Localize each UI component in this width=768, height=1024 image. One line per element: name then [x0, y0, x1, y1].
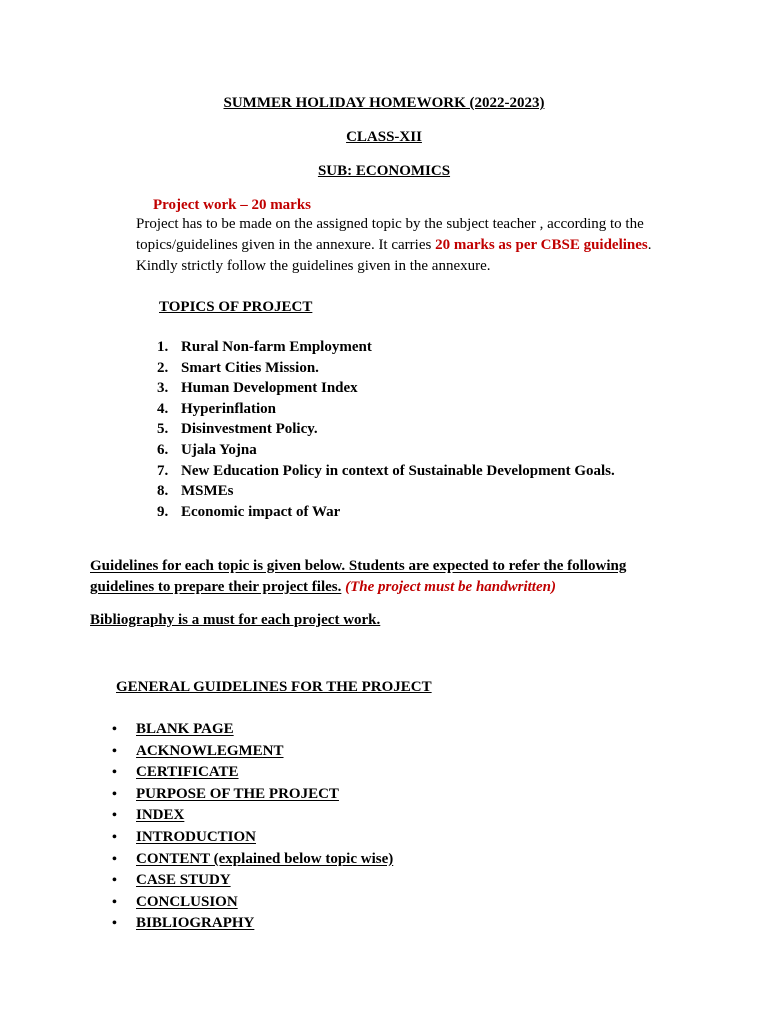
bibliography-note: Bibliography is a must for each project work. — [90, 612, 381, 628]
handwritten-note: (The project must be handwritten) — [345, 579, 556, 595]
bullet-icon: • — [112, 786, 117, 802]
topic-text: Ujala Yojna — [181, 441, 257, 458]
guideline-label: ACKNOWLEGMENT — [136, 742, 284, 759]
topic-item — [157, 399, 615, 420]
topic-item — [157, 358, 615, 379]
topic-item — [157, 419, 615, 440]
topic-number: 4. — [157, 400, 169, 417]
guidelines-intro — [90, 556, 626, 598]
guideline-item — [112, 870, 393, 892]
topic-number: 7. — [157, 462, 169, 479]
topic-item — [157, 502, 615, 523]
project-intro-text — [136, 214, 696, 256]
topic-item — [157, 440, 615, 461]
guideline-item — [112, 762, 393, 784]
bullet-icon: • — [112, 894, 117, 910]
guidelines-text-1: Guidelines for each topic is given below. Students are expected to refer the following — [90, 558, 627, 574]
topic-number: 3. — [157, 380, 169, 397]
general-guidelines-list — [112, 719, 393, 935]
bullet-icon: • — [112, 851, 117, 867]
topic-text: Hyperinflation — [181, 400, 277, 417]
guidelines-line-1 — [90, 556, 626, 577]
guideline-item — [112, 805, 393, 827]
guideline-label: CONTENT (explained below topic wise) — [136, 850, 394, 867]
topic-item — [157, 461, 615, 482]
subject-heading: SUB: ECONOMICS — [317, 163, 451, 179]
guidelines-line-2 — [90, 577, 626, 598]
intro-text-part2: . — [647, 237, 652, 253]
guideline-label: BLANK PAGE — [136, 721, 234, 737]
guideline-label: PURPOSE OF THE PROJECT — [136, 785, 339, 802]
topic-item — [157, 378, 615, 399]
topics-heading: TOPICS OF PROJECT — [159, 299, 313, 315]
topic-item — [157, 481, 615, 502]
guideline-label: BIBLIOGRAPHY — [136, 915, 255, 932]
guideline-item — [112, 719, 393, 741]
topic-number: 1. — [157, 339, 169, 355]
intro-highlight: 20 marks as per CBSE guidelines — [435, 237, 648, 253]
topic-number: 2. — [157, 359, 169, 376]
bullet-icon: • — [112, 743, 117, 759]
guideline-label: INTRODUCTION — [136, 828, 257, 845]
guideline-item — [112, 741, 393, 763]
guideline-label: CERTIFICATE — [136, 764, 239, 781]
guidelines-text-2: guidelines to prepare their project files. — [90, 579, 342, 595]
topic-number: 8. — [157, 483, 169, 500]
topic-number: 6. — [157, 441, 169, 458]
bullet-icon: • — [112, 765, 117, 781]
topic-text: MSMEs — [181, 483, 234, 500]
project-work-heading: Project work – 20 marks — [153, 197, 312, 213]
guideline-item — [112, 784, 393, 806]
topic-text: Economic impact of War — [181, 503, 341, 520]
guideline-label: INDEX — [136, 807, 185, 824]
guideline-item — [112, 913, 393, 935]
bullet-icon: • — [112, 808, 117, 824]
guideline-label: CASE STUDY — [136, 872, 231, 889]
topic-text: New Education Policy in context of Sustainable Development Goals. — [181, 462, 615, 479]
class-heading: CLASS-XII — [346, 129, 422, 145]
topic-text: Human Development Index — [181, 380, 358, 397]
project-intro-paragraph — [136, 214, 696, 277]
bullet-icon: • — [112, 829, 117, 845]
bullet-icon: • — [112, 916, 117, 932]
document-title: SUMMER HOLIDAY HOMEWORK (2022-2023) — [223, 95, 545, 111]
topics-list — [157, 337, 615, 522]
guideline-item — [112, 827, 393, 849]
intro-instruction: Kindly strictly follow the guidelines given in the annexure. — [136, 258, 491, 274]
topic-item — [157, 337, 615, 358]
topic-number: 9. — [157, 503, 169, 520]
topic-text: Smart Cities Mission. — [181, 359, 319, 376]
bullet-icon: • — [112, 873, 117, 889]
topic-text: Disinvestment Policy. — [181, 421, 318, 438]
guideline-item — [112, 849, 393, 871]
intro-text-part1: Project has to be made on the assigned topic by the subject teacher , according to the topics/guidelines given in the annexure. It carries — [136, 216, 644, 253]
general-guidelines-heading: GENERAL GUIDELINES FOR THE PROJECT — [116, 679, 432, 695]
topic-text: Rural Non-farm Employment — [181, 339, 372, 355]
guideline-label: CONCLUSION — [136, 893, 238, 910]
guideline-item — [112, 892, 393, 914]
bullet-icon: • — [112, 722, 117, 737]
topic-number: 5. — [157, 421, 169, 438]
